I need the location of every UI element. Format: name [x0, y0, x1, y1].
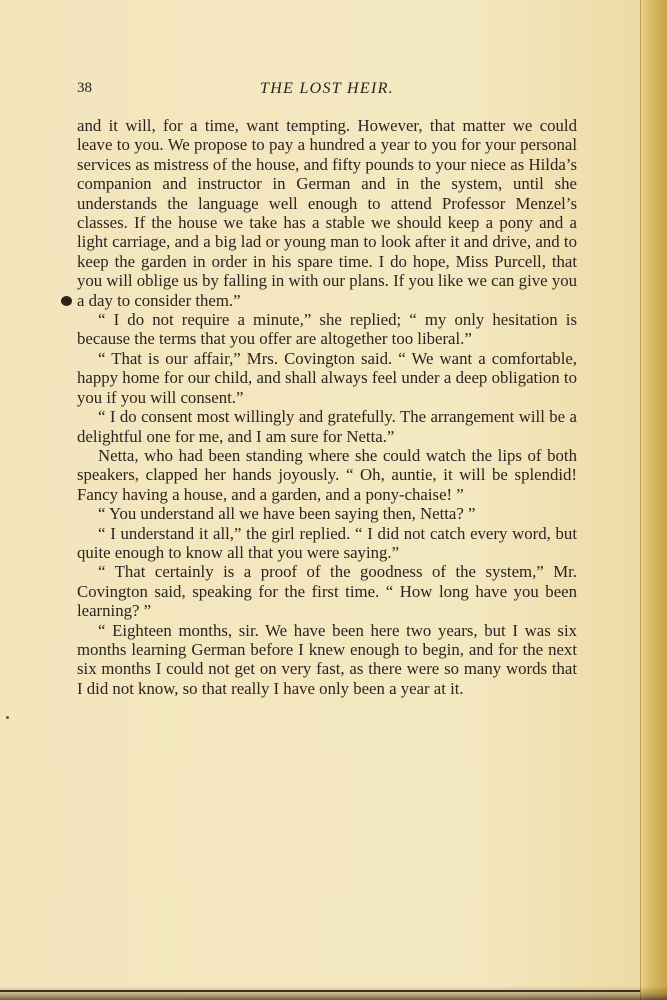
paper-speck [6, 716, 9, 719]
paragraph: “ I do not require a minute,” she replied; “ my only hesitation is because the terms that you offer are altogether too liberal.” [77, 310, 577, 349]
page-gutter [640, 0, 667, 1000]
page-header [77, 80, 577, 100]
paragraph: “ Eighteen months, sir. We have been here two years, but I was six months learning German before I knew enough to begin, and for the next six months I could not get on very fast, as there were so many words that I did not know, so that really I have only been a year at it. [77, 620, 577, 698]
paragraph: “ That is our affair,” Mrs. Covington said. “ We want a comfortable, happy home for our child, and shall always feel under a deep obligation to you if you will consent.” [77, 348, 577, 407]
paragraph: “ You understand all we have been saying then, Netta? ” [98, 504, 476, 524]
ink-blot [61, 296, 72, 306]
page-number: 38 [77, 80, 92, 96]
page-bottom-shadow [0, 986, 667, 1000]
body-text [77, 116, 577, 698]
paragraph: Netta, who had been standing where she could watch the lips of both speakers, clapped her hands joyously. “ Oh, auntie, it will be splendid! Fancy having a house, and a garden, and a pony-chaise! ” [77, 445, 577, 504]
running-title: THE LOST HEIR. [260, 80, 394, 97]
paragraph: “ That certainly is a proof of the goodness of the system,” Mr. Covington said, speaking for the first time. “ How long have you been learning? ” [77, 562, 577, 621]
paragraph: and it will, for a time, want tempting. However, that matter we could leave to you. We propose to pay a hundred a year to you for your personal services as mistress of the house, and fifty pounds to your niece as Hilda’s companion and instructor in German and in the system, until she understands the language well enough to attend Professor Menzel’s classes. If the house we take has a stable we should keep a pony and a light carriage, and a big lad or young man to look after it and drive, and to keep the garden in order in his spare time. I do hope, Miss Purcell, that you will oblige us by falling in with our plans. If you like we can give you a day to consider them.” [77, 116, 577, 310]
paragraph: “ I do consent most willingly and gratefully. The arrangement will be a delightful one for me, and I am sure for Netta.” [77, 407, 577, 446]
paragraph: “ I understand it all,” the girl replied. “ I did not catch every word, but quite enough to know all that you were saying.” [77, 523, 577, 562]
